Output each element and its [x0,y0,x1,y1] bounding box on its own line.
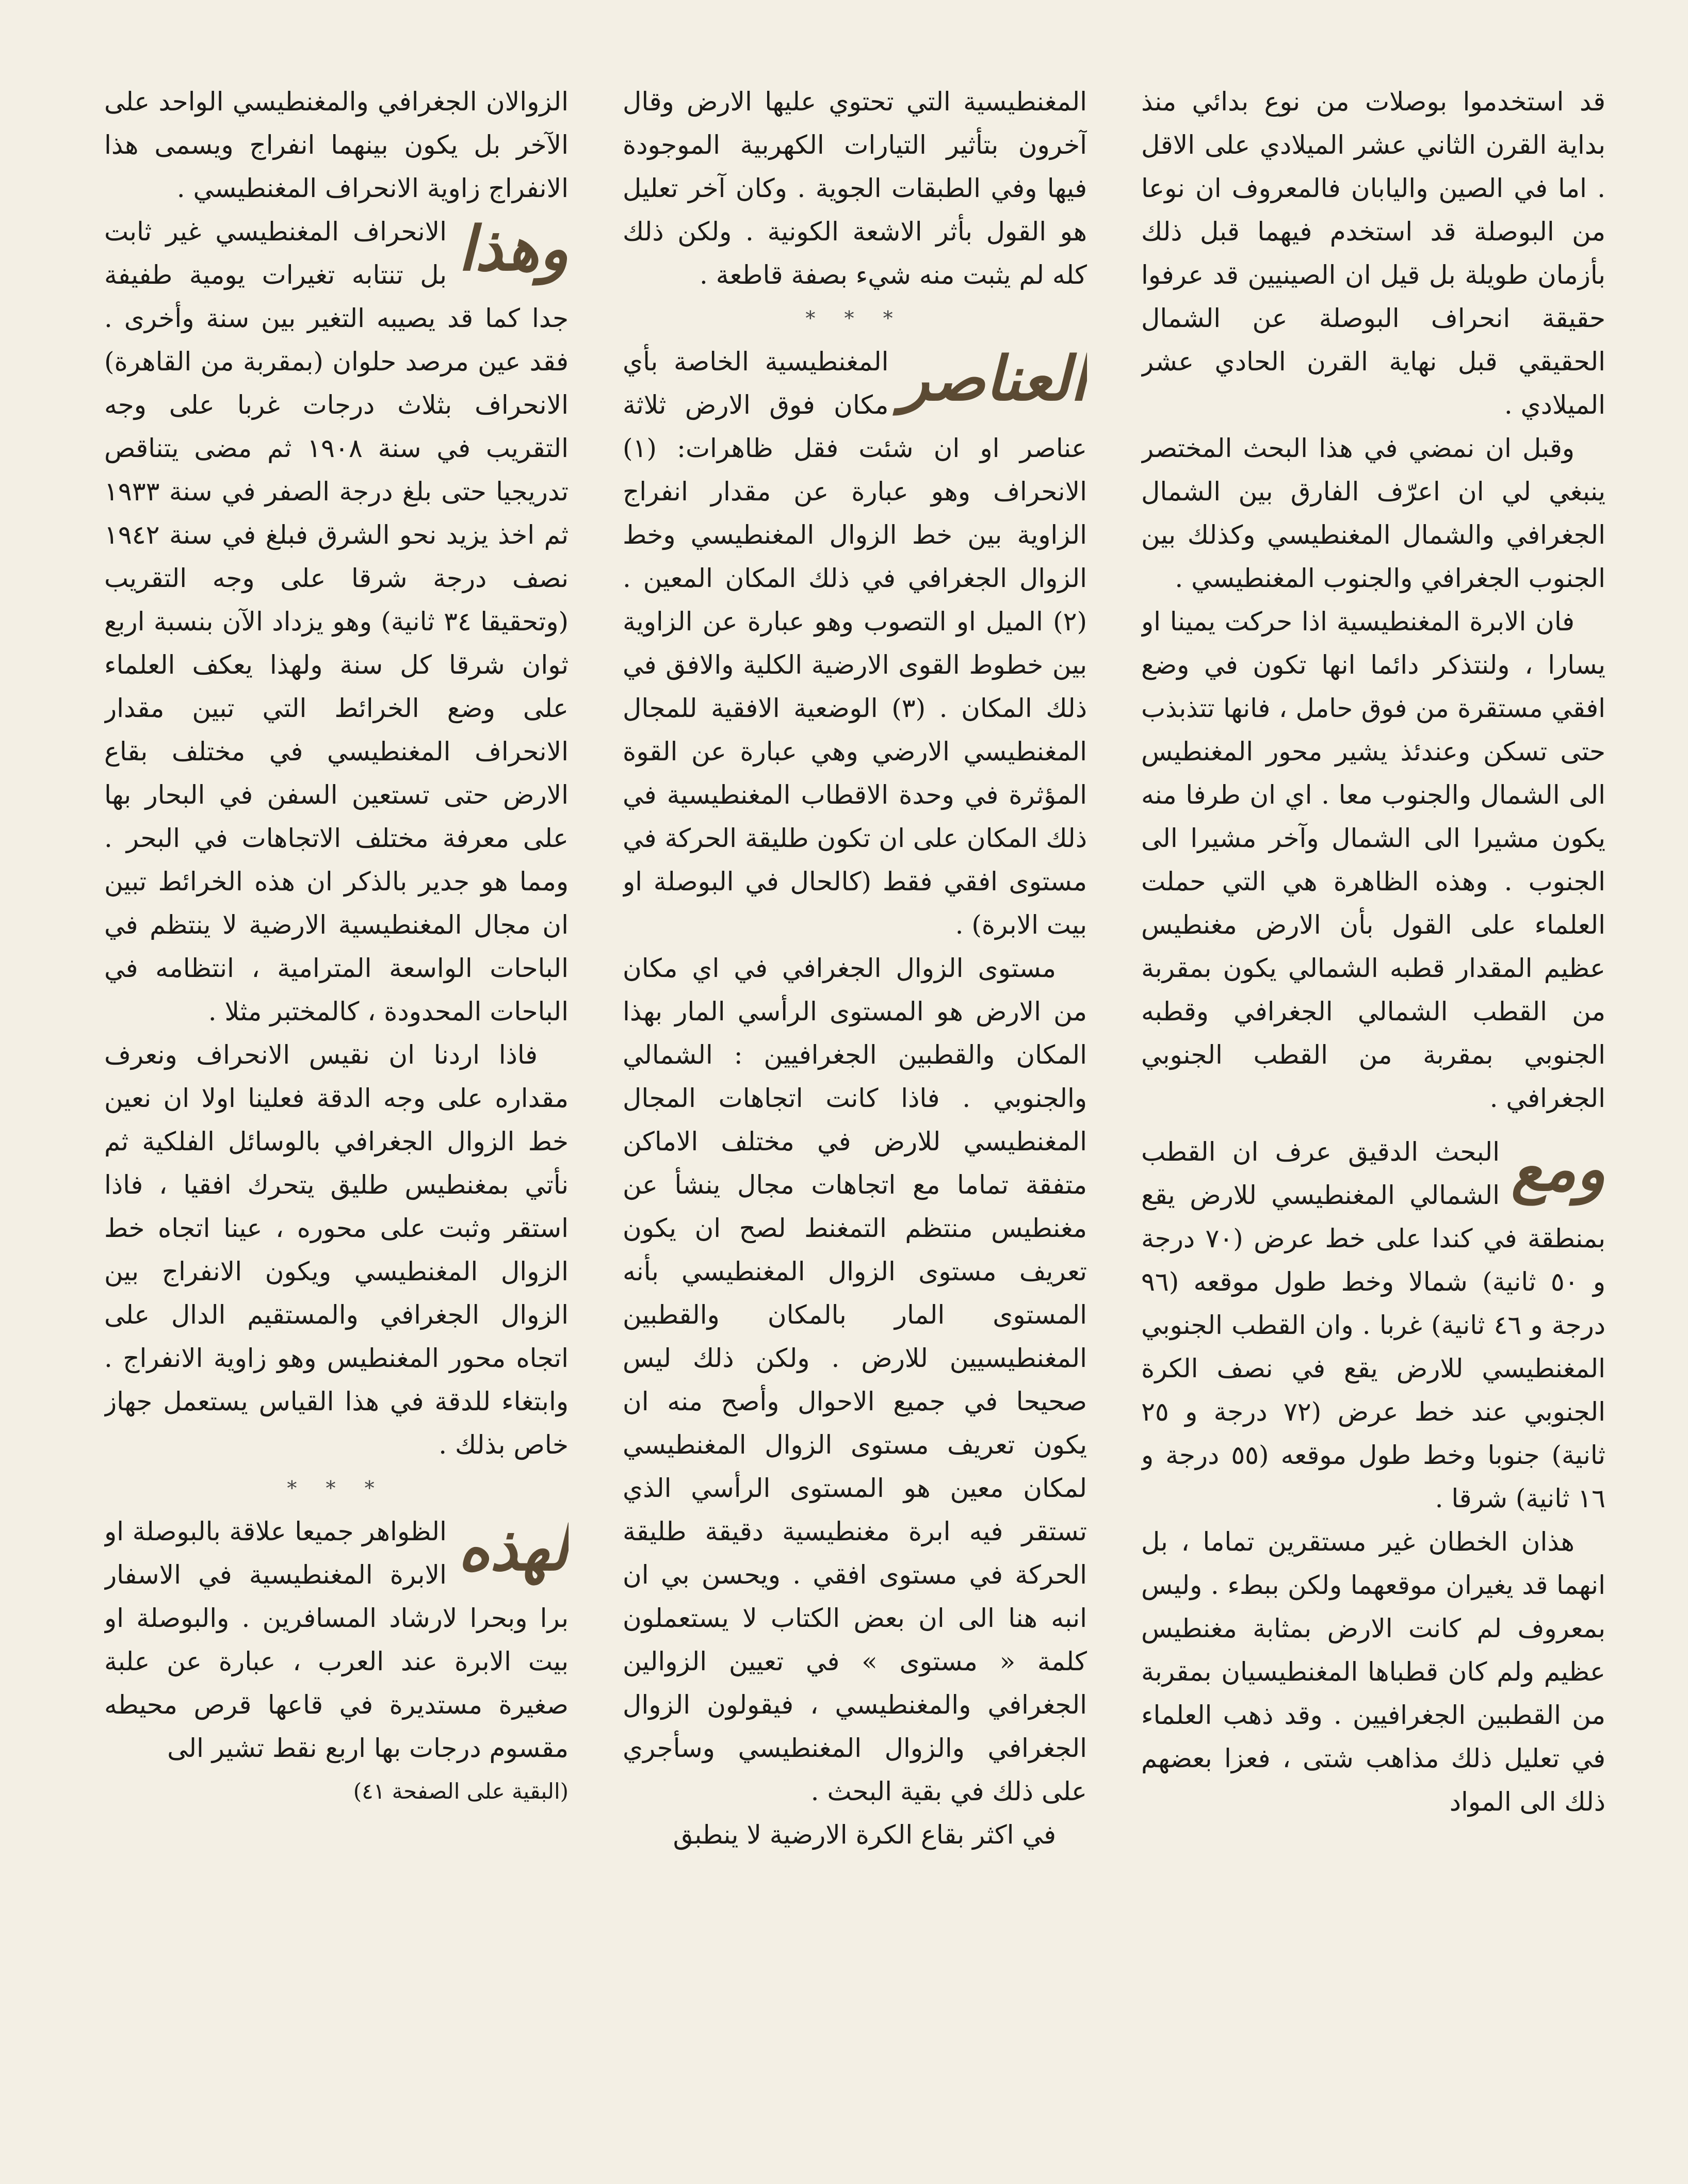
section-separator: * * * [805,307,904,330]
section-paragraph [104,210,569,1033]
paragraph: قد استخدموا بوصلات من نوع بدائي منذ بداية القرن الثاني عشر الميلادي على الاقل . اما في الصين واليابان فالمعروف ان نوعا من البوصلة قد استخدم فيهما قبل ذلك بأزمان طويلة بل قيل ان الصينيين قد عرفوا حقيقة انحراف البوصلة عن الشمال الحقيقي قبل نهاية القرن الحادي عشر الميلادي . [1141,87,1605,420]
paragraph: فان الابرة المغنطيسية اذا حركت يمينا او يسارا ، ولنتذكر دائما انها تكون في وضع افقي مستقرة من فوق حامل ، فانها تتذبذب حتى تسكن وعندئذ يشير محور المغنطيس الى الشمال والجنوب معا . اي ان طرفا منه يكون مشيرا الى الشمال وآخر مشيرا الى الجنوب . وهذه الظاهرة هي التي حملت العلماء على القول بأن الارض مغنطيس عظيم المقدار قطبه الشمالي يكون بمقربة من القطب الشمالي الجغرافي وقطبه الجنوبي بمقربة من القطب الجنوبي الجغرافي . [1141,607,1605,1113]
paragraph: فاذا اردنا ان نقيس الانحراف ونعرف مقداره على وجه الدقة فعلينا اولا ان نعين خط الزوال الجغرافي بالوسائل الفلكية ثم نأتي بمغنطيس طليق يتحرك افقيا ، فاذا استقر وثبت على محوره ، عينا اتجاه خط الزوال المغنطيسي ويكون الانفراج بين الزوال الجغرافي والمستقيم الدال على اتجاه محور المغنطيس وهو زاوية الانفراج . وابتغاء للدقة في هذا القياس يستعمل جهاز خاص بذلك . [104,1040,569,1460]
paragraph-text: البحث الدقيق عرف ان القطب الشمالي المغنطيسي للارض يقع بمنطقة في كندا على خط عرض (٧٠ درجة و ٥٠ ثانية) شمالا وخط طول موقعه (٩٦ درجة و ٤٦ ثانية) غربا . وان القطب الجنوبي المغنطيسي للارض يقع في نصف الكرة الجنوبي عند خط عرض (٧٢ درجة و ٢٥ ثانية) جنوبا وخط طول موقعه (٥٥ درجة و ١٦ ثانية) شرقا . [1141,1137,1605,1513]
paragraph: المغنطيسية التي تحتوي عليها الارض وقال آخرون بتأثير التيارات الكهربية الموجودة فيها وفي الطبقات الجوية . وكان آخر تعليل هو القول بأثر الاشعة الكونية . ولكن ذلك كله لم يثبت منه شيء بصفة قاطعة . [623,87,1087,290]
paragraph: هذان الخطان غير مستقرين تماما ، بل انهما قد يغيران موقعهما ولكن ببطء . وليس بمعروف لم كانت الارض بمثابة مغنطيس عظيم ولم كان قطباها المغنطيسيان بمقربة من القطبين الجغرافيين . وقد ذهب العلماء في تعليل ذلك مذاهب شتى ، فعزا بعضهم ذلك الى المواد [1141,1527,1605,1817]
paragraph-text: المغنطيسية الخاصة بأي مكان فوق الارض ثلاثة عناصر او ان شئت فقل ظاهرات: (١) الانحراف وهو عبارة عن مقدار انفراج الزاوية بين خط الزوال المغنطيسي وخط الزوال الجغرافي في ذلك المكان المعين . (٢) الميل او التصوب وهو عبارة عن الزاوية بين خطوط القوى الارضية الكلية والافق في ذلك المكان . (٣) الوضعية الافقية للمجال المغنطيسي الارضي وهي عبارة عن القوة المؤثرة في وحدة الاقطاب المغنطيسية في ذلك المكان على ان تكون طليقة الحركة في مستوى افقي فقط (كالحال في البوصلة او بيت الابرة) . [623,347,1087,940]
paragraph-text: الظواهر جميعا علاقة بالبوصلة او الابرة المغنطيسية في الاسفار برا وبحرا لارشاد المسافرين . والبوصلة او بيت الابرة عند العرب ، عبارة عن علبة صغيرة مستديرة في قاعها قرص محيطه مقسوم درجات بها اربع نقط تشير الى [104,1517,569,1763]
paragraph: الزوالان الجغرافي والمغنطيسي الواحد على الآخر بل يكون بينهما انفراج ويسمى هذا الانفراج زاوية الانحراف المغنطيسي . [104,87,569,203]
decorative-initial: وهذا [458,213,569,284]
paragraph: في اكثر بقاع الكرة الارضية لا ينطبق [673,1820,1056,1850]
section-paragraph [623,340,1087,947]
section-separator: * * * [287,1477,386,1500]
paragraph: مستوى الزوال الجغرافي في اي مكان من الارض هو المستوى الرأسي المار بهذا المكان والقطبين الجغرافيين : الشمالي والجنوبي . فاذا كانت اتجاهات المجال المغنطيسي للارض في مختلف الاماكن متفقة تماما مع اتجاهات مجال ينشأ عن مغنطيس منتظم التمغنط لصح ان يكون تعريف مستوى الزوال المغنطيسي بأنه المستوى المار بالمكان والقطبين المغنطيسيين للارض . ولكن ذلك ليس صحيحا في جميع الاحوال وأصح منه ان يكون تعريف مستوى الزوال المغنطيسي لمكان معين هو المستوى الرأسي الذي تستقر فيه ابرة مغنطيسية دقيقة طليقة الحركة في مستوى افقي . ويحسن بي ان انبه هنا الى ان بعض الكتاب لا يستعملون كلمة « مستوى » في تعيين الزوالين الجغرافي والمغنطيسي ، فيقولون الزوال الجغرافي والزوال المغنطيسي وسأجري على ذلك في بقية البحث . [623,953,1087,1806]
decorative-initial: ومع [1511,1133,1605,1204]
column-middle [623,80,1087,2117]
section-paragraph [1141,1130,1605,1520]
section-paragraph [104,1510,569,1770]
decorative-initial: لهذه [458,1512,569,1584]
column-left [104,80,569,2117]
decorative-initial: العناصر [900,343,1087,414]
paragraph: وقبل ان نمضي في هذا البحث المختصر ينبغي لي ان اعرّف الفارق بين الشمال الجغرافي والشمال المغنطيسي وكذلك بين الجنوب الجغرافي والجنوب المغنطيسي . [1141,433,1605,593]
column-right [1141,80,1605,2117]
paragraph-text: الانحراف المغنطيسي غير ثابت بل تنتابه تغيرات يومية طفيفة جدا كما قد يصيبه التغير بين سنة وأخرى . فقد عين مرصد حلوان (بمقربة من القاهرة) الانحراف بثلاث درجات غربا على وجه التقريب في سنة ١٩٠٨ ثم مضى يتناقص تدريجيا حتى بلغ درجة الصفر في سنة ١٩٣٣ ثم اخذ يزيد نحو الشرق فبلغ في سنة ١٩٤٢ نصف درجة شرقا على وجه التقريب (وتحقيقا ٣٤ ثانية) وهو يزداد الآن بنسبة اربع ثوان شرقا كل سنة ولهذا يعكف العلماء على وضع الخرائط التي تبين مقدار الانحراف المغنطيسي في مختلف بقاع الارض حتى تستعين السفن في البحار بها على معرفة مختلف الاتجاهات في البحر . ومما هو جدير بالذكر ان هذه الخرائط تبين ان مجال المغنطيسية الارضية لا ينتظم في الباحات الواسعة المترامية ، انتظامه في الباحات المحدودة ، كالمختبر مثلا . [104,217,569,1026]
continued-note: (البقية على الصفحة ٤١) [353,1779,569,1804]
